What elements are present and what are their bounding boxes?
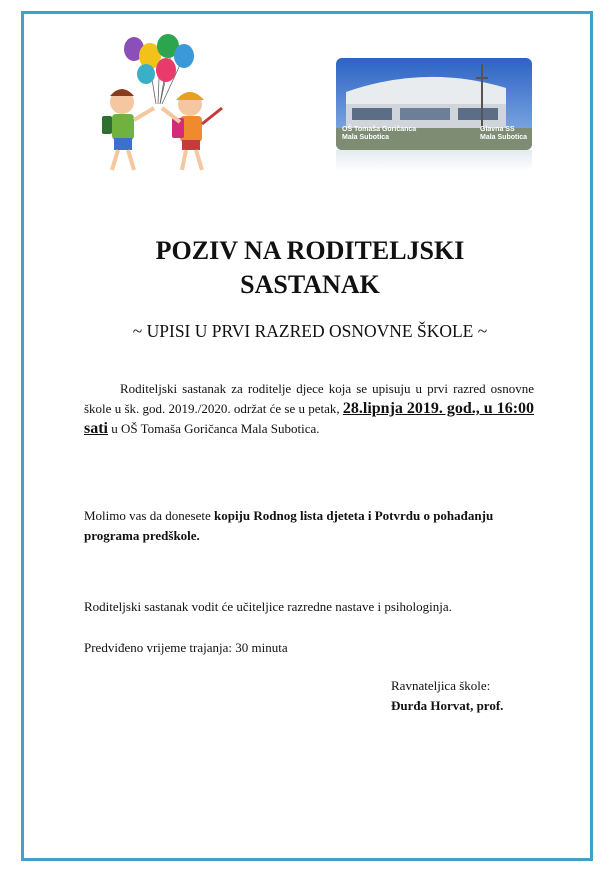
duration-paragraph: Predviđeno vrijeme trajanja: 30 minuta [84,640,288,655]
signature [391,676,503,716]
school-photo [336,58,532,150]
photo-reflection [336,150,532,172]
leaders-paragraph: Roditeljski sastanak vodit će učiteljice razredne nastave i psihologinja. [84,599,452,614]
children-with-balloons-icon [88,34,238,176]
meeting-paragraph: Roditeljski sastanak za roditelje djece koja se upisuju u prvi razred osnovne škole u šk. god. 2019./2020. održat će se u petak, 28.lipnja 2019. god., u 16:00 sati u OŠ Tomaša Goričanca Mala Subotica. [84,381,535,437]
meeting-date: 28.lipnja 2019. god., u 16:00 sati [84,400,535,437]
signature-name: Đurđa Horvat, prof. [391,698,504,713]
photo-caption-left: OŠ Tomaša Goričanca Mala Subotica [342,126,417,141]
page-title: POZIV NA RODITELJSKI SASTANAK [155,236,465,299]
page-subtitle: ~ UPISI U PRVI RAZRED OSNOVNE ŠKOLE ~ [132,321,488,341]
photo-caption-right: Glavna SS Mala Subotica [480,126,528,141]
signature-role: Ravnateljica škole: [391,678,491,693]
documents-paragraph: Molimo vas da donesete kopiju Rodnog lista djeteta i Potvrdu o pohađanju programa predškole. [84,508,494,543]
